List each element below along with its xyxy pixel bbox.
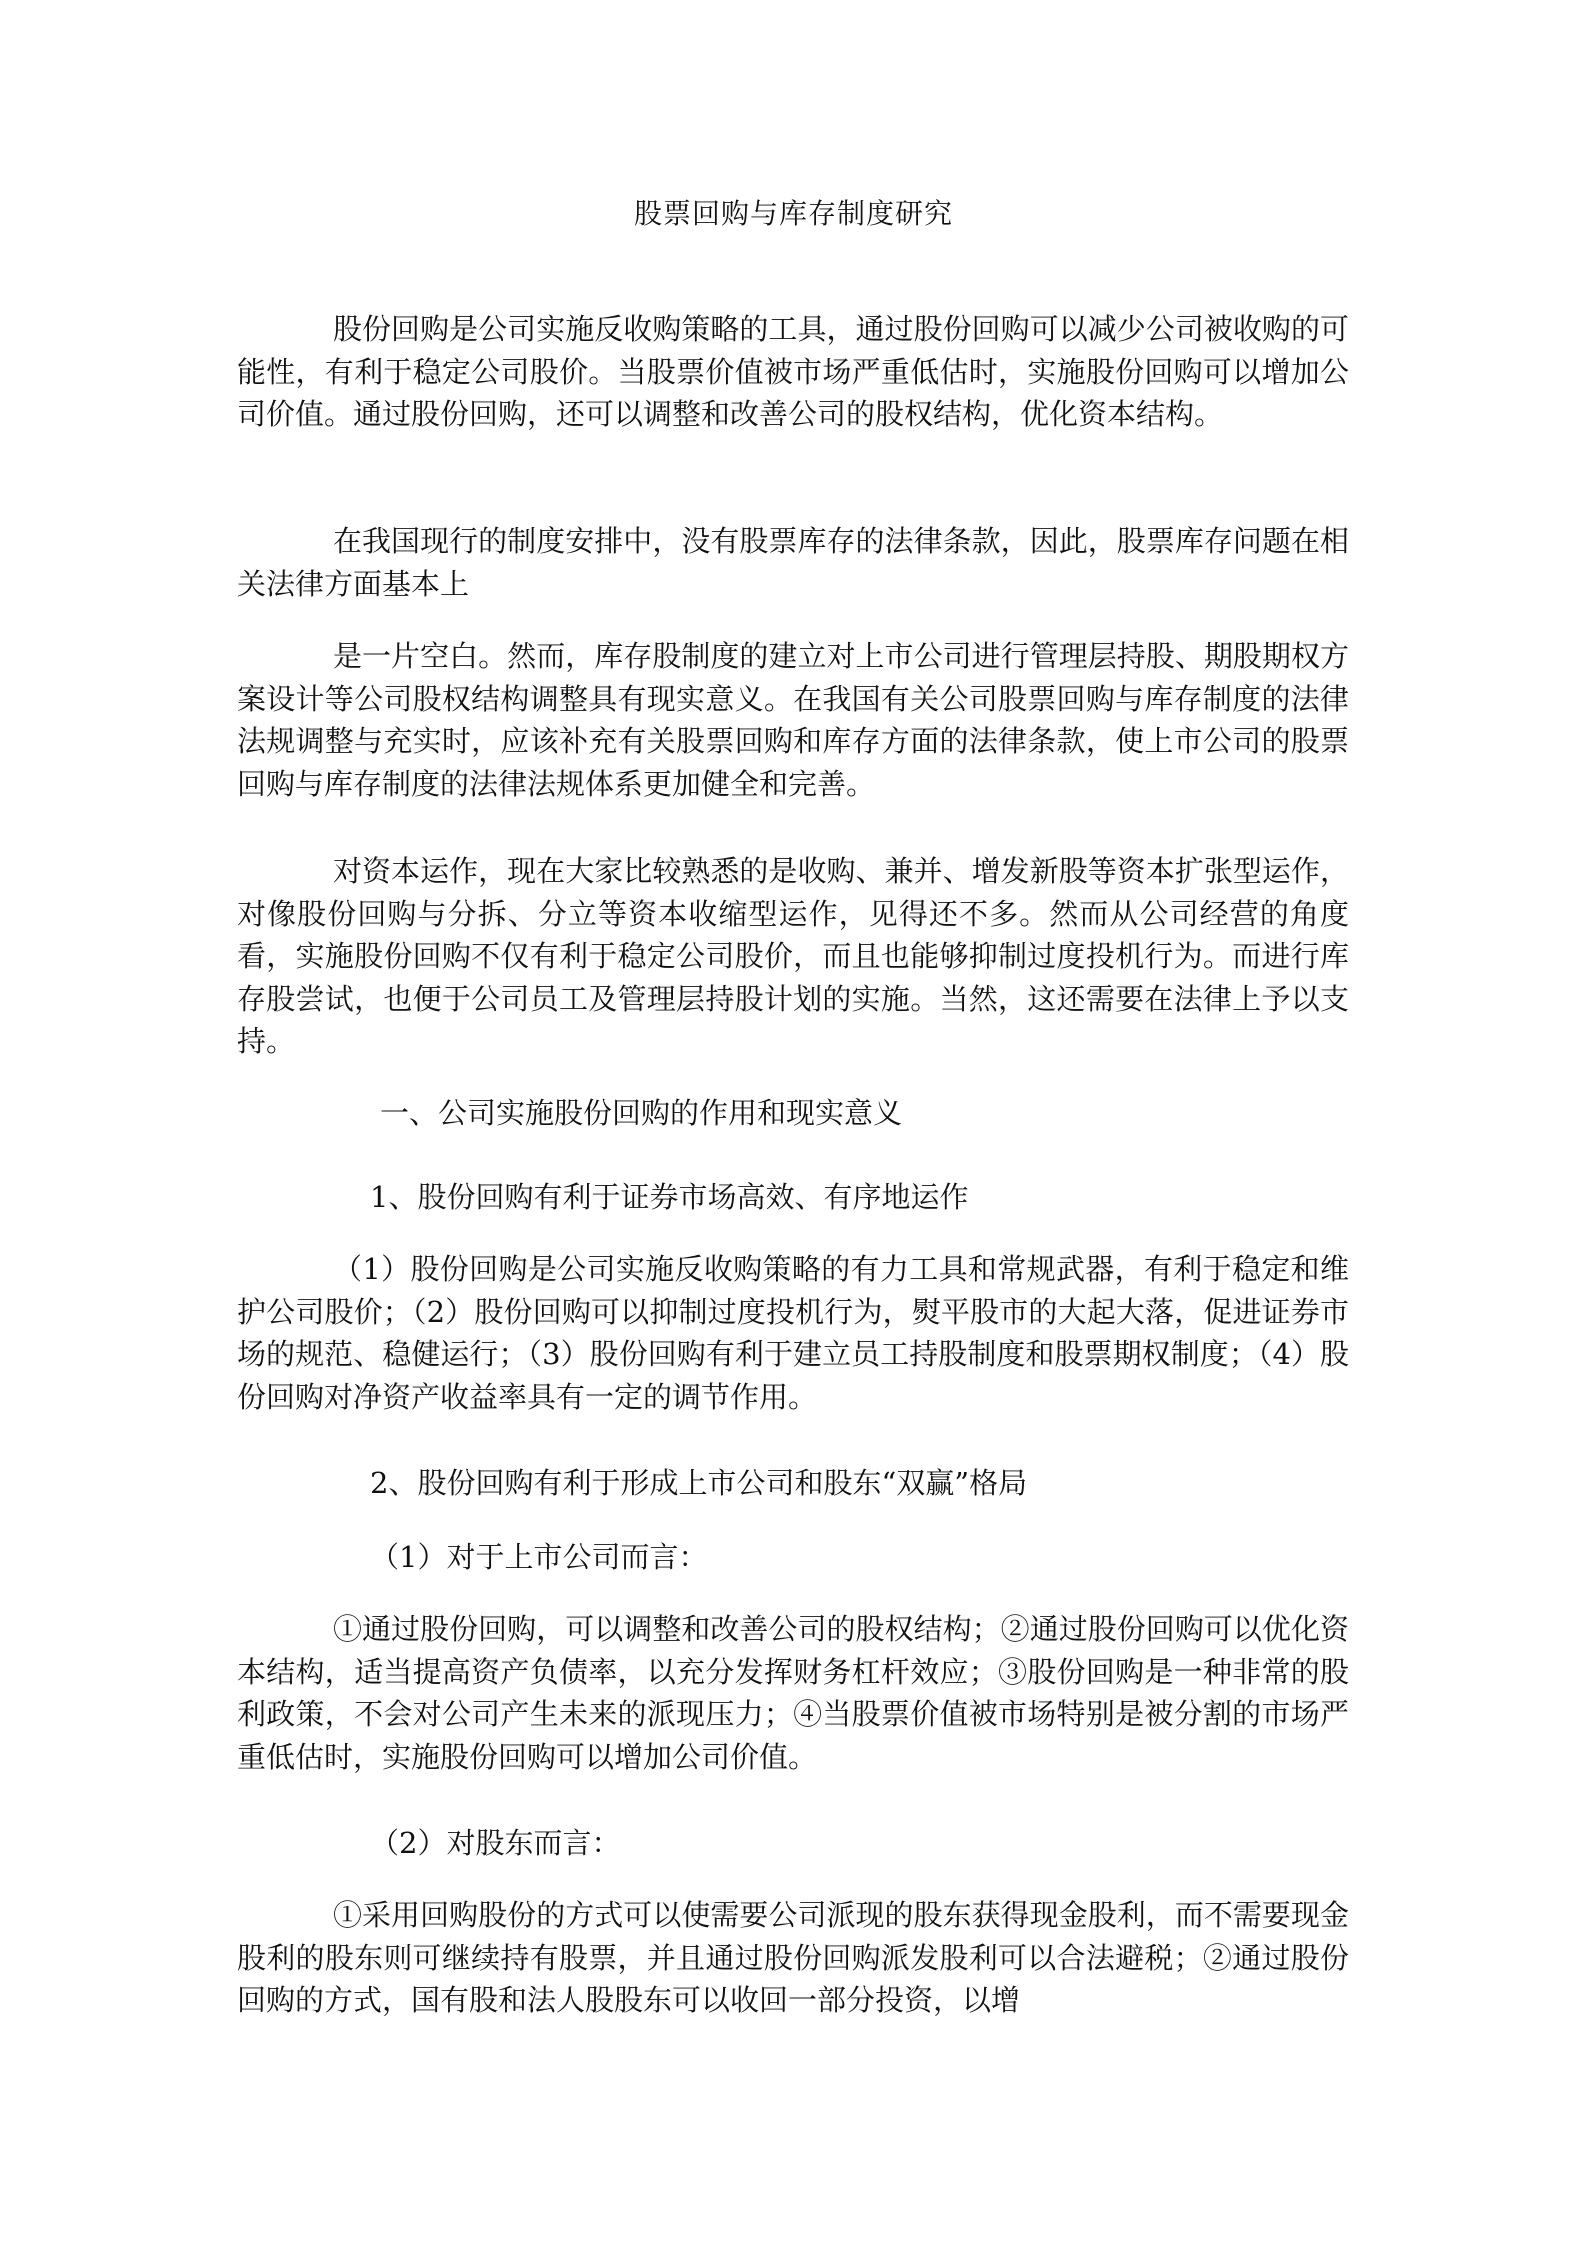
paragraph-intro: 股份回购是公司实施反收购策略的工具，通过股份回购可以减少公司被收购的可能性，有利于稳定公司股价。当股票价值被市场严重低估时，实施股份回购可以增加公司价值。通过股份回购，还可以调整和改善公司的股权结构，优化资本结构。: [237, 312, 1349, 431]
item-heading-shareholders: （2）对股东而言：: [370, 1826, 621, 1860]
paragraph-legal-gap: 在我国现行的制度安排中，没有股票库存的法律条款，因此，股票库存问题在相关法律方面基本上: [237, 524, 1349, 601]
paragraph-capital-operation: 对资本运作，现在大家比较熟悉的是收购、兼并、增发新股等资本扩张型运作，对像股份回购与分拆、分立等资本收缩型运作，见得还不多。然而从公司经营的角度看，实施股份回购不仅有利于稳定公司股价，而且也能够抑制过度投机行为。而进行库存股尝试，也便于公司员工及管理层持股计划的实施。当然，这还需要在法律上予以支持。: [237, 854, 1349, 1058]
paragraph-treasury-stock: 是一片空白。然而，库存股制度的建立对上市公司进行管理层持股、期股期权方案设计等公司股权结构调整具有现实意义。在我国有关公司股票回购与库存制度的法律法规调整与充实时，应该补充有关股票回购和库存方面的法律条款，使上市公司的股票回购与库存制度的法律法规体系更加健全和完善。: [237, 639, 1349, 801]
subsection-1-body: （1）股份回购是公司实施反收购策略的有力工具和常规武器，有利于稳定和维护公司股价；（2）股份回购可以抑制过度投机行为，熨平股市的大起大落，促进证券市场的规范、稳健运行；（3）股份回购有利于建立员工持股制度和股票期权制度；（4）股份回购对净资产收益率具有一定的调节作用。: [237, 1252, 1349, 1414]
subsection-heading-2: 2、股份回购有利于形成上市公司和股东“双赢”格局: [370, 1466, 1028, 1500]
item-body-shareholders: ①采用回购股份的方式可以使需要公司派现的股东获得现金股利，而不需要现金股利的股东则可继续持有股票，并且通过股份回购派发股利可以合法避税；②通过股份回购的方式，国有股和法人股股东可以收回一部分投资，以增: [237, 1898, 1349, 2017]
document-title: 股票回购与库存制度研究: [633, 197, 953, 230]
section-heading: 一、公司实施股份回购的作用和现实意义: [380, 1096, 903, 1130]
item-body-listed-company: ①通过股份回购，可以调整和改善公司的股权结构；②通过股份回购可以优化资本结构，适当提高资产负债率，以充分发挥财务杠杆效应；③股份回购是一种非常的股利政策，不会对公司产生未来的派现压力；④当股票价值被市场特别是被分割的市场严重低估时，实施股份回购可以增加公司价值。: [237, 1612, 1349, 1774]
item-heading-listed-company: （1）对于上市公司而言：: [370, 1540, 708, 1574]
subsection-heading-1: 1、股份回购有利于证券市场高效、有序地运作: [370, 1180, 969, 1214]
